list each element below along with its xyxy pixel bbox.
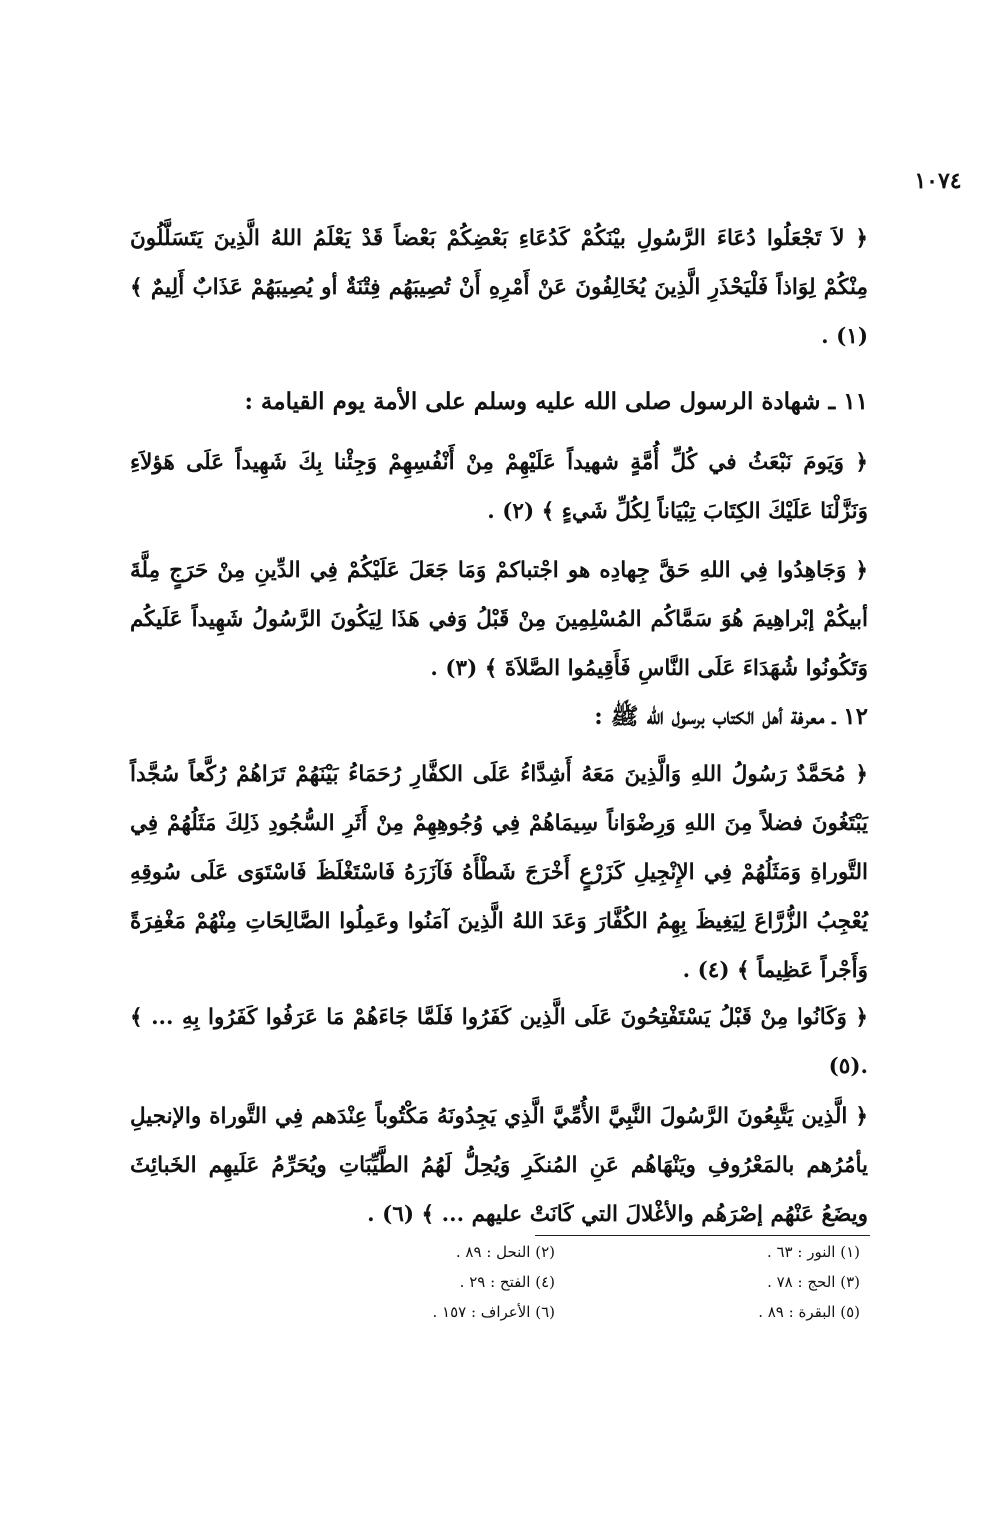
footnote-5: (٥) البقرة : ٨٩ . [758,1303,860,1321]
footnote-1: (١) النور : ٦٣ . [766,1243,860,1261]
section-heading-12: ١٢ ـ معرفة أهل الكتاب برسول الله ﷺ : [594,703,868,730]
footnote-4: (٤) الفتح : ٢٩ . [459,1273,555,1291]
verse-block-2: ﴿ وَيَومَ نَبْعَثُ في كُلِّ أُمَّةٍ شهيداً عَلَيْهِمْ مِنْ أَنْفُسِهِمْ وَجِئْنا بِكَ شَهِيداً عَلَى هَؤلاَءِ وَنَزَّلْنَا عَلَيْكَ الكِتَابَ تِبْيَاناً لِكُلِّ شَيءٍ ﴾ (٢) . [130,450,868,524]
footnote-divider [535,1235,870,1236]
verse-block-4: ﴿ مُحَمَّدٌ رَسُولُ اللهِ وَالَّذِينَ مَعَهُ أَشِدَّاءُ عَلَى الكفَّارِ رُحَمَاءُ بَيْنَهُمْ تَرَاهُمْ رُكَّعاً سُجَّداً يَبْتَغُونَ فضلاً مِنَ اللهِ وَرِضْوَاناً سِيمَاهُمْ فِي وُجُوهِهِمْ مِنْ أَثَرِ السُّجُودِ ذَلِكَ مَثَلُهُمْ فِي التَّوراةِ وَمَثَلُهُمْ فِي الإِنْجِيلِ كَزَرْعٍ أَخْرَجَ شَطْأَهُ فَآزَرَهُ فَاسْتَغْلَظَ فَاسْتَوَى عَلَى سُوقِهِ يُعْجِبُ الزُّرَّاعَ لِيَغِيظَ بِهِمُ الكُفَّارَ وَعَدَ اللهُ الَّذِينَ آمَنُوا وعَمِلُوا الصَّالِحَاتِ مِنْهُمْ مَغْفِرَةً وَأَجْراً عَظِيماً ﴾ (٤) . [130,762,868,983]
footnote-6: (٦) الأعراف : ١٥٧ . [432,1303,555,1321]
footnote-2: (٢) النحل : ٨٩ . [455,1243,555,1261]
verse-block-5: ﴿ وَكَانُوا مِنْ قَبْلُ يَسْتَفْتِحُونَ عَلَى الَّذِين كَفَرُوا فَلَمَّا جَاءَهُمْ مَا عَرَفُوا كَفَرُوا بِهِ ... ﴾ .(٥) [130,1005,868,1079]
verse-block-3: ﴿ وَجَاهِدُوا فِي اللهِ حَقَّ جِهادِه هو اجْتباكمْ وَمَا جَعَلَ عَلَيْكُمْ فِي الدِّينِ مِنْ حَرَجٍ مِلَّةَ أبيكُمْ إبْراهِيمَ هُوَ سَمَّاكُم المُسْلِمِينَ مِنْ قَبْلُ وَفي هَذَا لِيَكُونَ الرَّسُولُ شَهِيداً عَلَيكُم وَتَكُونُوا شُهَدَاءَ عَلَى النَّاسِ فَأَقِيمُوا الصَّلاَةَ ﴾ (٣) . [130,558,868,681]
page-number: ١٠٧٤ [914,168,962,194]
verse-block-6: ﴿ الَّذِين يَتَّبِعُونَ الرَّسُولَ النَّبِيَّ الأُمِّيَّ الَّذِي يَجِدُونَهُ مَكْتُوباً عِنْدَهم فِي التَّوراة والإنجيلِ يأمُرُهم بالمَعْرُوفِ ويَنْهَاهُم عَنِ المُنكَرِ وَيُحِلُّ لَهُمُ الطَّيِّبَاتِ ويُحَرِّمُ عَلَيهِم الخَبائِثَ ويضَعُ عَنْهُم إصْرَهُم والأغْلالَ التي كَانَتْ عليهم ... ﴾ (٦) . [130,1104,868,1227]
section-heading-11: ١١ ـ شهادة الرسول صلى الله عليه وسلم على الأمة يوم القيامة : [244,388,868,415]
footnotes [290,1240,860,1324]
footnote-3: (٣) الحج : ٧٨ . [767,1273,860,1291]
verse-block-1: ﴿ لاَ تَجْعَلُوا دُعَاءَ الرَّسُولِ بيْنَكُمْ كَدُعَاءِ بَعْضِكُمْ بَعْضاً قَدْ يَعْلَمُ اللهُ الَّذِينَ يَتَسَلَّلُونَ مِنْكُمْ لِوَاذاً فَلْيَحْذَرِ الَّذِينَ يُخَالِفُونَ عَنْ أَمْرِهِ أَنْ تُصِيبَهُم فِتْنَةٌ أو يُصِيبَهُمْ عَذَابٌ أَلِيمٌ ﴾ (١) . [130,226,868,349]
